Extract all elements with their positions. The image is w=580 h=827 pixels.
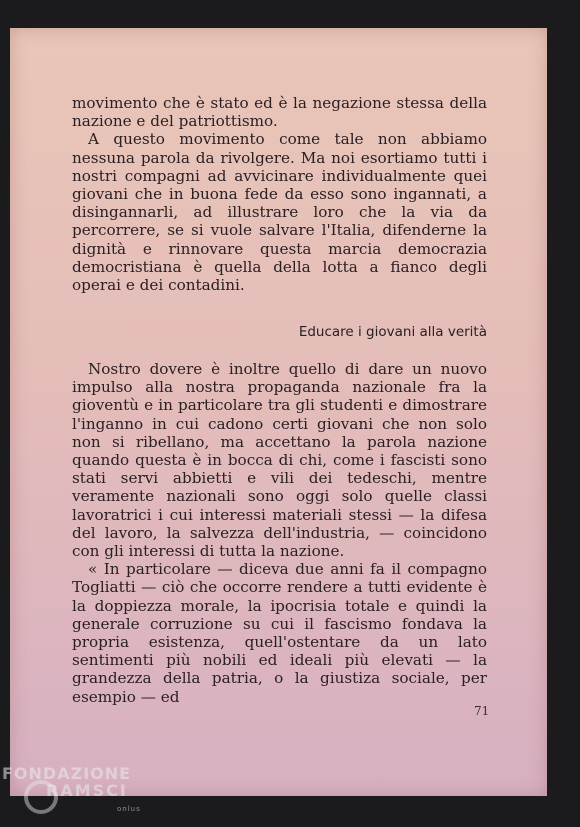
- paragraph: « In particolare — diceva due anni fa il compagno Togliatti — ciò che occorre rendere a tutti evidente è la doppiezza morale, la ipocrisia totale e quindi la generale corruzione su cui il fascismo fondava la propria esistenza, quell'ostentare da un lato sentimenti più nobili ed ideali più elevati — la grandezza della patria, o la giustiza sociale, per esempio — ed: [72, 560, 487, 706]
- page-number: 71: [474, 704, 490, 718]
- body-text-top: [72, 94, 487, 294]
- paragraph: movimento che è stato ed è la negazione stessa della nazione e del patriottismo.: [72, 94, 487, 131]
- section-heading: Educare i giovani alla verità: [298, 324, 487, 340]
- watermark-line: onlus: [117, 805, 141, 813]
- watermark-line: FONDAZIONE: [2, 764, 132, 783]
- paragraph: A questo movimento come tale non abbiamo nessuna parola da rivolgere. Ma noi esortiamo tutti i nostri compagni ad avvicinare individualmente quei giovani che in buona fede da esso sono ingannati, a disingannarli, ad illustrare loro che la via da percorrere, se si vuole salvare l'Italia, difenderne la dignità e rinnovare questa marcia democrazia democristiana è quella della lotta a fianco degli operai e dei contadini.: [72, 130, 487, 295]
- paragraph: Nostro dovere è inoltre quello di dare un nuovo impulso alla nostra propaganda nazionale fra la gioventù e in particolare tra gli studenti e dimostrare l'inganno in cui cadono certi giovani che non solo non si ribellano, ma accettano la parola nazione quando questa è in bocca di chi, come i fascisti sono stati servi abbietti e vili dei tedeschi, mentre veramente nazionali sono oggi solo quelle classi lavoratrici i cui interessi materiali stessi — la difesa del lavoro, la salvezza dell'industria, — coincidono con gli interessi di tutta la nazione.: [72, 360, 487, 561]
- body-text-bottom: [72, 360, 487, 706]
- watermark-logo: [2, 764, 162, 824]
- watermark-line: RAMSCI: [46, 781, 128, 800]
- book-page: [10, 28, 547, 796]
